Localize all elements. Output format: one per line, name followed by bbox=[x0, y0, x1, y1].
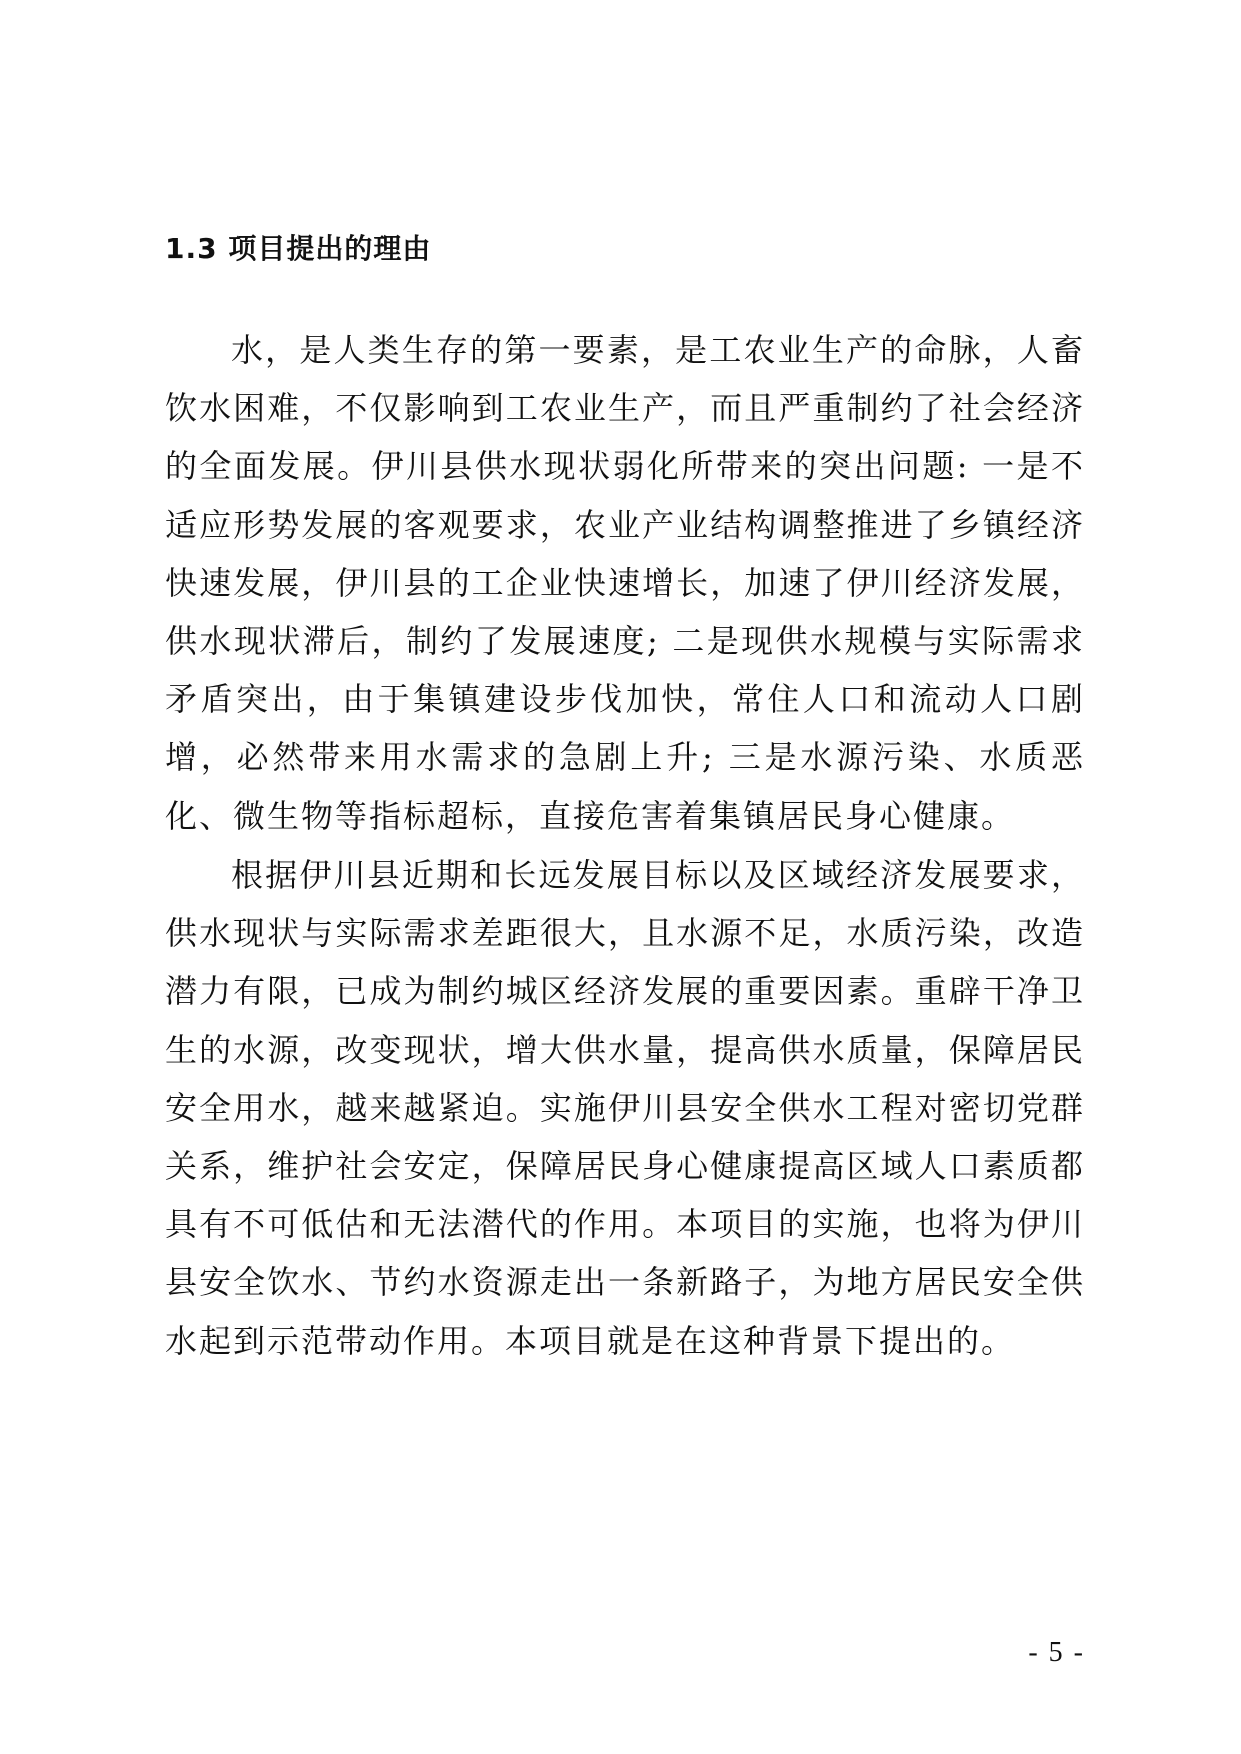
paragraph-2: 根据伊川县近期和长远发展目标以及区域经济发展要求，供水现状与实际需求差距很大，且水源不足，水质污染，改造潜力有限，已成为制约城区经济发展的重要因素。重辟干净卫生的水源，改变现状，增大供水量，提高供水质量，保障居民安全用水，越来越紧迫。实施伊川县安全供水工程对密切党群关系，维护社会安定，保障居民身心健康提高区域人口素质都具有不可低估和无法潜代的作用。本项目的实施，也将为伊川县安全饮水、节约水资源走出一条新路子，为地方居民安全供水起到示范带动作用。本项目就是在这种背景下提出的。 bbox=[165, 856, 1085, 1360]
section-heading: 1.3 项目提出的理由 bbox=[165, 232, 432, 265]
paragraph-1: 水，是人类生存的第一要素，是工农业生产的命脉，人畜饮水困难，不仅影响到工农业生产，而且严重制约了社会经济的全面发展。伊川县供水现状弱化所带来的突出问题: 一是不适应形势发展的客观要求，农业产业结构调整推进了乡镇经济快速发展，伊川县的工企业快速增长，加速了伊川经济发展，供水现状滞后，制约了发展速度; 二是现供水规模与实际需求矛盾突出，由于集镇建设步伐加快，常住人口和流动人口剧增，必然带来用水需求的急剧上升; 三是水源污染、水质恶化、微生物等指标超标，直接危害着集镇居民身心健康。 bbox=[165, 331, 1085, 835]
page-number: - 5 - bbox=[1028, 1637, 1085, 1668]
